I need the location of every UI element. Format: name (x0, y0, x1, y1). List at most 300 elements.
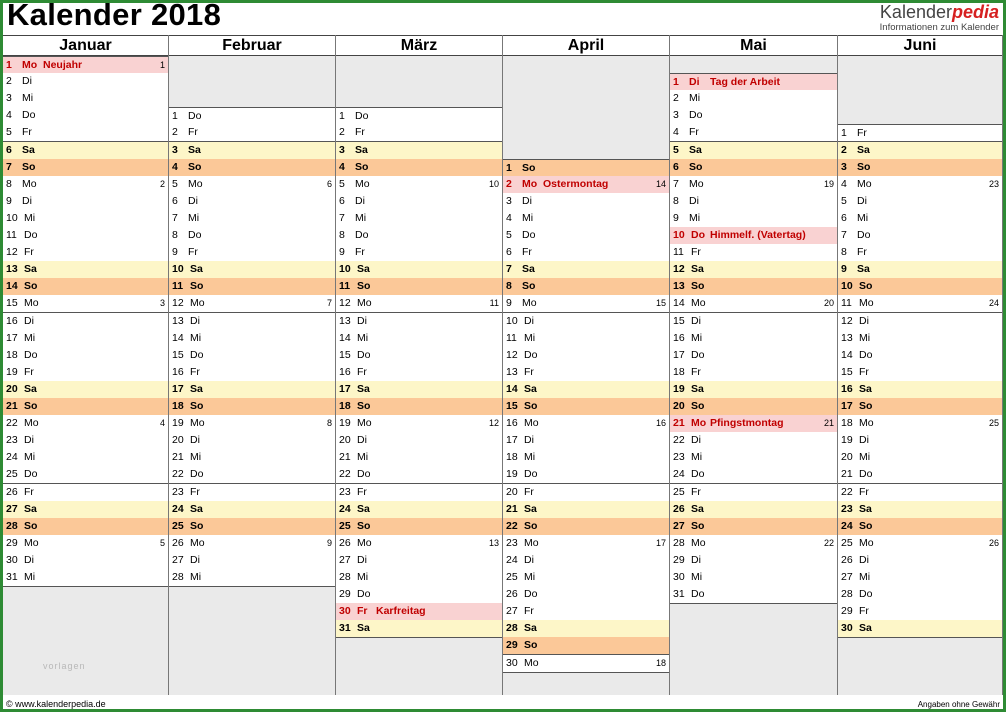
weekday-label: Do (859, 588, 873, 601)
day-cell (670, 295, 837, 313)
day-number: 1 (172, 110, 178, 123)
weekday-label: Sa (22, 143, 35, 156)
weekday-label: Do (524, 348, 538, 361)
day-cell (670, 210, 837, 228)
day-cell (503, 655, 669, 673)
day-cell (503, 295, 669, 313)
weekday-label: Mo (24, 536, 39, 549)
month-column-5 (670, 35, 838, 695)
weekday-label: Di (691, 314, 701, 327)
day-number: 21 (506, 502, 518, 515)
day-number: 19 (841, 434, 853, 447)
day-cell (670, 193, 837, 211)
month-header: April (503, 35, 669, 56)
day-cell (503, 620, 669, 638)
day-number: 10 (506, 314, 518, 327)
day-number: 17 (339, 382, 351, 395)
weekday-label: Sa (188, 143, 201, 156)
day-cell (3, 552, 168, 570)
day-cell (169, 415, 335, 433)
day-number: 25 (172, 519, 184, 532)
week-number: 1 (159, 60, 165, 70)
weekday-label: Fr (24, 485, 34, 498)
weekday-label: Do (355, 110, 369, 123)
weekday-label: Mo (24, 297, 39, 310)
day-cell (670, 313, 837, 331)
day-cell (503, 637, 669, 655)
weekday-label: Fr (355, 126, 365, 139)
day-cell (503, 210, 669, 228)
weekday-label: Mo (190, 297, 205, 310)
day-cell (503, 432, 669, 450)
day-number: 2 (172, 126, 178, 139)
day-cell (3, 330, 168, 348)
day-number: 8 (841, 246, 847, 259)
day-number: 24 (6, 451, 18, 464)
weekday-label: Sa (857, 143, 870, 156)
weekday-label: Do (188, 110, 202, 123)
day-cell (336, 569, 502, 587)
day-number: 21 (339, 451, 351, 464)
day-number: 11 (6, 229, 17, 241)
weekday-label: Mi (691, 451, 703, 464)
day-cell (838, 586, 1002, 604)
weekday-label: Fr (691, 485, 701, 498)
weekday-label: Mo (190, 417, 205, 430)
weekday-label: Mo (524, 536, 539, 549)
day-number: 15 (841, 365, 853, 378)
weekday-label: Di (859, 314, 869, 327)
day-number: 4 (841, 177, 847, 190)
day-number: 24 (506, 553, 518, 566)
day-number: 6 (673, 160, 679, 173)
day-number: 10 (673, 229, 685, 241)
day-cell (169, 124, 335, 142)
weekday-label: So (859, 280, 873, 293)
day-cell (503, 330, 669, 348)
day-number: 21 (841, 468, 853, 481)
week-number: 10 (488, 178, 499, 189)
weekday-label: Di (859, 434, 869, 447)
day-number: 21 (6, 400, 18, 412)
weekday-label: Mo (524, 417, 539, 430)
footer-copyright: © www.kalenderpedia.de (6, 699, 106, 709)
week-number: 26 (988, 537, 999, 548)
weekday-label: Mo (691, 297, 706, 310)
day-number: 5 (506, 229, 512, 241)
weekday-label: Do (524, 588, 538, 601)
weekday-label: Fr (188, 126, 198, 139)
day-cell (3, 347, 168, 365)
day-cell (169, 159, 335, 177)
day-number: 25 (673, 485, 685, 498)
day-number: 5 (841, 194, 847, 207)
day-number: 20 (673, 400, 685, 412)
day-cell (169, 432, 335, 450)
weekday-label: So (522, 161, 536, 174)
day-cell (503, 518, 669, 536)
weekday-label: Sa (691, 263, 704, 276)
day-number: 19 (339, 417, 351, 430)
weekday-label: Do (22, 109, 36, 122)
day-cell (838, 347, 1002, 365)
day-cell (336, 552, 502, 570)
weekday-label: Do (691, 588, 705, 601)
day-cell (3, 124, 168, 142)
day-number: 1 (506, 161, 512, 174)
day-cell (336, 603, 502, 621)
day-number: 1 (673, 76, 679, 89)
day-number: 13 (172, 314, 184, 327)
day-number: 22 (172, 468, 184, 481)
weekday-label: Fr (357, 605, 368, 618)
day-cell (503, 484, 669, 502)
day-cell (169, 295, 335, 313)
day-number: 30 (673, 571, 685, 583)
day-cell (503, 313, 669, 331)
week-number: 22 (823, 537, 834, 548)
weekday-label: Mi (357, 451, 369, 464)
day-number: 19 (506, 468, 518, 481)
weekday-label: Fr (857, 127, 867, 140)
day-number: 10 (841, 280, 853, 293)
day-number: 19 (6, 365, 18, 378)
day-cell (670, 484, 837, 502)
day-cell (169, 330, 335, 348)
day-cell (838, 432, 1002, 450)
weekday-label: Sa (859, 382, 872, 395)
weekday-label: So (522, 280, 536, 293)
day-cell (336, 381, 502, 399)
holiday-label: Ostermontag (543, 177, 609, 190)
day-number: 10 (339, 263, 351, 276)
day-number: 29 (339, 588, 351, 601)
day-number: 22 (506, 519, 518, 532)
weekday-label: Di (190, 553, 200, 566)
day-cell (169, 176, 335, 194)
day-cell (336, 432, 502, 450)
footer-disclaimer: Angaben ohne Gewähr (917, 700, 1000, 709)
weekday-label: Di (689, 76, 700, 89)
weekday-label: Fr (190, 485, 200, 498)
day-number: 2 (339, 126, 345, 139)
day-cell (670, 73, 837, 91)
weekday-label: So (24, 519, 38, 532)
weekday-label: Fr (355, 246, 365, 259)
weekday-label: Di (689, 194, 699, 207)
weekday-label: Fr (524, 605, 534, 618)
day-number: 1 (339, 110, 345, 123)
brand-tagline: Informationen zum Kalender (879, 22, 999, 33)
day-number: 15 (172, 348, 184, 361)
calendar-grid (3, 35, 1003, 695)
day-cell (336, 295, 502, 313)
weekday-label: Do (689, 109, 703, 122)
weekday-label: Sa (857, 263, 870, 276)
weekday-label: Mi (857, 211, 869, 224)
day-number: 12 (339, 297, 351, 310)
day-number: 17 (673, 348, 685, 361)
day-number: 1 (6, 59, 12, 71)
day-number: 29 (506, 639, 518, 652)
day-cell (838, 330, 1002, 348)
day-cell (838, 261, 1002, 279)
day-number: 27 (172, 553, 184, 566)
weekday-label: Mi (188, 211, 200, 224)
day-cell (670, 364, 837, 382)
weekday-label: Mo (190, 536, 205, 549)
day-cell (838, 484, 1002, 502)
day-cell (503, 501, 669, 519)
day-cell (670, 381, 837, 399)
day-number: 23 (841, 502, 853, 515)
day-cell (670, 432, 837, 450)
weekday-label: Mo (22, 59, 38, 71)
day-number: 31 (673, 588, 685, 601)
weekday-label: Do (24, 468, 38, 481)
week-number: 8 (326, 418, 332, 429)
day-cell (503, 381, 669, 399)
weekday-label: Di (24, 434, 34, 447)
day-cell (336, 107, 502, 125)
month-column-4 (503, 35, 670, 695)
day-cell (503, 159, 669, 177)
day-number: 24 (841, 519, 853, 532)
day-number: 13 (841, 331, 853, 344)
day-cell (3, 484, 168, 502)
day-number: 13 (6, 263, 18, 276)
day-cell (838, 535, 1002, 553)
day-cell (336, 398, 502, 416)
weekday-label: Sa (691, 382, 704, 395)
day-number: 14 (6, 280, 18, 293)
day-number: 9 (673, 211, 679, 224)
day-number: 7 (6, 160, 12, 173)
day-cell (3, 193, 168, 211)
day-cell (838, 159, 1002, 177)
day-cell (169, 381, 335, 399)
week-number: 18 (655, 657, 666, 668)
weekday-label: Sa (357, 502, 370, 515)
weekday-label: Mo (859, 297, 874, 310)
watermark: vorlagen (43, 661, 86, 671)
holiday-label: Tag der Arbeit (710, 76, 781, 89)
day-cell (336, 124, 502, 142)
day-number: 21 (172, 451, 184, 464)
day-number: 17 (841, 400, 853, 412)
weekday-label: Do (190, 348, 204, 361)
day-number: 29 (841, 605, 853, 618)
day-cell (503, 449, 669, 467)
day-cell (503, 261, 669, 279)
day-cell (503, 569, 669, 587)
weekday-label: Mi (22, 92, 34, 105)
day-cell (838, 295, 1002, 313)
day-cell (503, 176, 669, 194)
weekday-label: Di (22, 75, 32, 88)
day-cell (169, 261, 335, 279)
day-cell (670, 261, 837, 279)
day-number: 28 (506, 622, 518, 635)
day-cell (336, 364, 502, 382)
day-cell (838, 313, 1002, 331)
holiday-label: Himmelf. (Vatertag) (710, 229, 806, 241)
day-cell (670, 415, 837, 433)
day-number: 5 (6, 126, 12, 139)
weekday-label: Mi (190, 571, 202, 583)
day-cell (169, 142, 335, 160)
day-number: 24 (673, 468, 685, 481)
day-number: 19 (673, 382, 685, 395)
day-cell (838, 176, 1002, 194)
weekday-label: Mo (859, 536, 874, 549)
day-cell (3, 142, 168, 160)
day-cell (169, 347, 335, 365)
weekday-label: Di (22, 194, 32, 207)
day-number: 12 (673, 263, 685, 276)
day-cell (670, 552, 837, 570)
day-number: 9 (172, 246, 178, 259)
day-number: 12 (172, 297, 184, 310)
day-cell (3, 56, 168, 74)
day-number: 25 (841, 536, 853, 549)
weekday-label: Mi (24, 211, 36, 224)
day-cell (3, 432, 168, 450)
day-cell (336, 244, 502, 262)
day-number: 30 (841, 622, 853, 635)
day-number: 6 (172, 194, 178, 207)
day-number: 14 (172, 331, 184, 344)
day-cell (503, 278, 669, 296)
day-number: 20 (841, 451, 853, 464)
week-number: 21 (823, 418, 834, 429)
weekday-label: Mi (524, 571, 536, 583)
day-cell (336, 415, 502, 433)
weekday-label: Fr (522, 246, 532, 259)
weekday-label: Di (357, 553, 367, 566)
day-cell (838, 227, 1002, 245)
day-number: 5 (673, 143, 679, 156)
day-cell (670, 569, 837, 587)
day-cell (169, 364, 335, 382)
weekday-label: Do (357, 468, 371, 481)
day-number: 8 (172, 229, 178, 241)
day-number: 28 (841, 588, 853, 601)
day-number: 5 (339, 177, 345, 190)
day-number: 31 (6, 571, 18, 583)
day-number: 26 (339, 536, 351, 549)
weekday-label: Do (24, 229, 38, 241)
day-number: 6 (841, 211, 847, 224)
day-cell (169, 107, 335, 125)
weekday-label: Do (857, 229, 871, 241)
weekday-label: So (857, 160, 871, 173)
day-number: 4 (506, 211, 512, 224)
day-number: 16 (673, 331, 685, 344)
day-number: 28 (673, 536, 685, 549)
day-cell (3, 569, 168, 587)
day-number: 3 (6, 92, 12, 105)
day-cell (169, 210, 335, 228)
weekday-label: So (859, 400, 873, 412)
weekday-label: So (691, 280, 705, 293)
week-number: 16 (655, 418, 666, 429)
weekday-label: Mi (190, 331, 202, 344)
day-cell (336, 210, 502, 228)
weekday-label: Do (357, 588, 371, 601)
day-number: 14 (673, 297, 685, 310)
weekday-label: Sa (357, 263, 370, 276)
day-number: 18 (6, 348, 18, 361)
day-cell (670, 107, 837, 125)
day-number: 7 (172, 211, 178, 224)
day-number: 8 (673, 194, 679, 207)
day-cell (838, 244, 1002, 262)
weekday-label: Mi (357, 571, 369, 583)
weekday-label: Mo (857, 177, 872, 190)
day-cell (838, 142, 1002, 160)
day-number: 22 (6, 417, 18, 430)
day-number: 16 (172, 365, 184, 378)
day-number: 15 (6, 297, 18, 310)
weekday-label: So (22, 160, 36, 173)
day-number: 18 (339, 400, 351, 412)
weekday-label: Mi (24, 571, 36, 583)
weekday-label: Fr (188, 246, 198, 259)
day-number: 2 (841, 143, 847, 156)
day-number: 8 (339, 229, 345, 241)
day-cell (838, 124, 1002, 142)
weekday-label: Di (522, 194, 532, 207)
day-cell (838, 415, 1002, 433)
day-number: 13 (673, 280, 685, 293)
weekday-label: So (357, 400, 371, 412)
day-number: 3 (339, 143, 345, 156)
day-number: 8 (6, 177, 12, 190)
weekday-label: Do (691, 348, 705, 361)
page-title: Kalender 2018 (7, 0, 222, 32)
day-cell (169, 552, 335, 570)
week-number: 7 (326, 298, 332, 309)
day-number: 16 (506, 417, 518, 430)
weekday-label: Do (691, 229, 705, 241)
day-number: 9 (506, 297, 512, 310)
day-number: 7 (673, 177, 679, 190)
day-number: 21 (673, 417, 685, 430)
day-cell (503, 603, 669, 621)
day-number: 4 (339, 160, 345, 173)
day-cell (670, 159, 837, 177)
day-cell (169, 569, 335, 587)
day-number: 12 (841, 314, 853, 327)
weekday-label: Do (691, 468, 705, 481)
day-number: 1 (841, 127, 847, 140)
weekday-label: Mi (190, 451, 202, 464)
weekday-label: Fr (24, 246, 34, 259)
week-number: 25 (988, 418, 999, 429)
day-number: 9 (339, 246, 345, 259)
day-number: 4 (6, 109, 12, 122)
day-number: 15 (339, 348, 351, 361)
day-cell (838, 449, 1002, 467)
day-number: 18 (673, 365, 685, 378)
day-number: 16 (339, 365, 351, 378)
day-cell (670, 586, 837, 604)
day-number: 17 (172, 382, 184, 395)
weekday-label: Sa (24, 382, 37, 395)
weekday-label: Sa (190, 382, 203, 395)
day-cell (169, 484, 335, 502)
